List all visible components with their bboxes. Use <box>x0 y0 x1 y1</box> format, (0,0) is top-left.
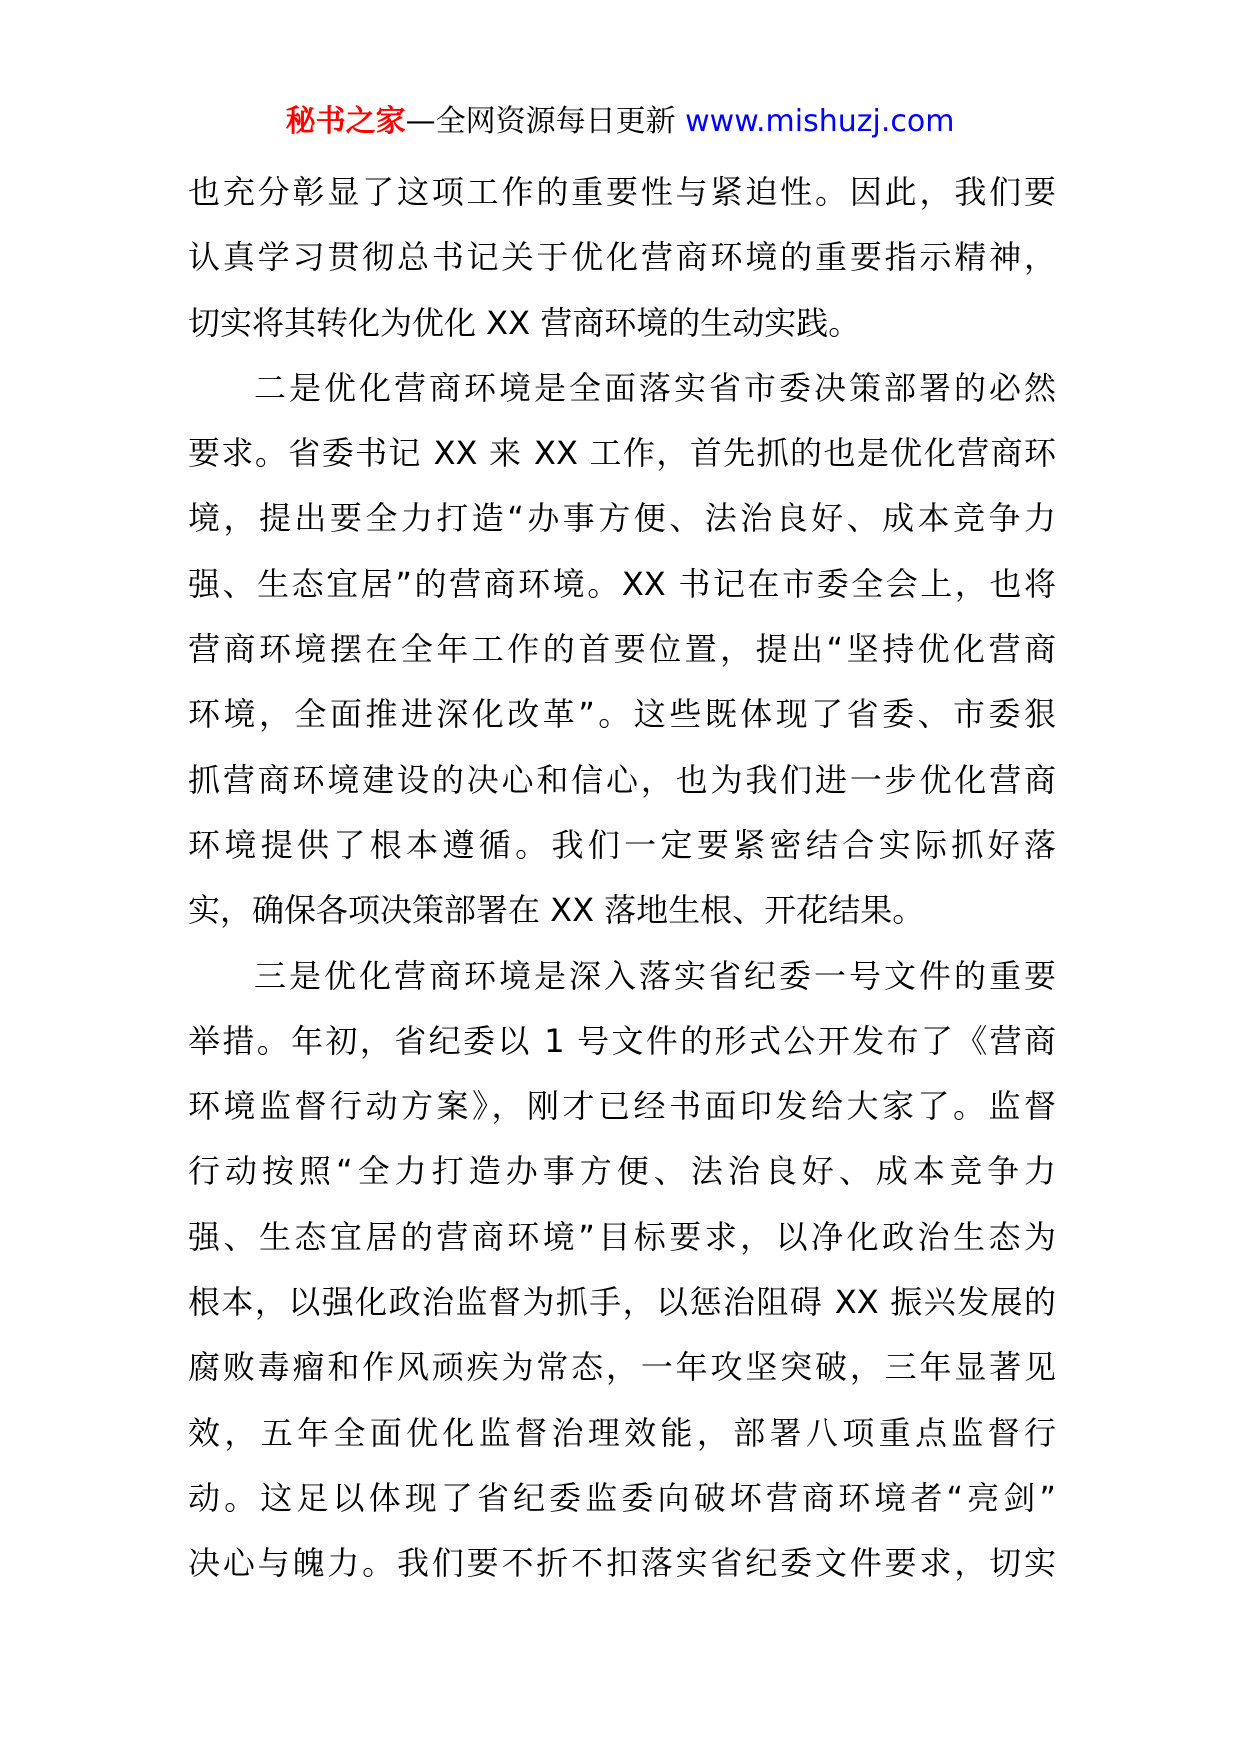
text-line: 抓营商环境建设的决心和信心，也为我们进一步优化营商 <box>188 760 1056 799</box>
text-line: 强、生态宜居的营商环境”目标要求，以净化政治生态为 <box>188 1217 1056 1256</box>
text-line: 认真学习贯彻总书记关于优化营商环境的重要指示精神， <box>188 238 1056 277</box>
text-line: 要求。省委书记 XX 来 XX 工作，首先抓的也是优化营商环 <box>188 434 1056 473</box>
text-line: 营商环境摆在全年工作的首要位置，提出“坚持优化营商 <box>188 630 1056 669</box>
text-line: 环境监督行动方案》，刚才已经书面印发给大家了。监督 <box>188 1087 1056 1126</box>
text-line: 实，确保各项决策部署在 XX 落地生根、开花结果。 <box>188 891 925 930</box>
site-url-link[interactable]: www.mishuzj.com <box>685 104 955 139</box>
text-line: 动。这足以体现了省纪委监委向破坏营商环境者“亮剑” <box>188 1478 1056 1517</box>
text-line: 根本，以强化政治监督为抓手，以惩治阻碍 XX 振兴发展的 <box>188 1283 1056 1322</box>
text-line: 腐败毒瘤和作风顽疾为常态，一年攻坚突破，三年显著见 <box>188 1348 1056 1387</box>
paragraph-start-line: 二是优化营商环境是全面落实省市委决策部署的必然 <box>254 368 1056 407</box>
text-line: 环境，全面推进深化改革”。这些既体现了省委、市委狠 <box>188 695 1056 734</box>
document-body <box>188 160 1056 1597</box>
site-header <box>0 100 1240 144</box>
text-line: 环境提供了根本遵循。我们一定要紧密结合实际抓好落 <box>188 825 1056 864</box>
site-slogan: —全网资源每日更新 <box>405 104 686 139</box>
paragraph-start-line: 三是优化营商环境是深入落实省纪委一号文件的重要 <box>254 956 1056 995</box>
text-line: 行动按照“全力打造办事方便、法治良好、成本竞争力 <box>188 1152 1056 1191</box>
text-line: 举措。年初，省纪委以 1 号文件的形式公开发布了《营商 <box>188 1021 1056 1060</box>
text-line: 效，五年全面优化监督治理效能，部署八项重点监督行 <box>188 1413 1056 1452</box>
text-line: 境，提出要全力打造“办事方便、法治良好、成本竞争力 <box>188 499 1056 538</box>
text-line: 强、生态宜居”的营商环境。XX 书记在市委全会上，也将 <box>188 564 1056 603</box>
text-line: 决心与魄力。我们要不折不扣落实省纪委文件要求，切实 <box>188 1544 1056 1583</box>
site-brand: 秘书之家 <box>285 104 406 139</box>
text-line: 也充分彰显了这项工作的重要性与紧迫性。因此，我们要 <box>188 173 1056 211</box>
text-line: 切实将其转化为优化 XX 营商环境的生动实践。 <box>188 303 861 342</box>
